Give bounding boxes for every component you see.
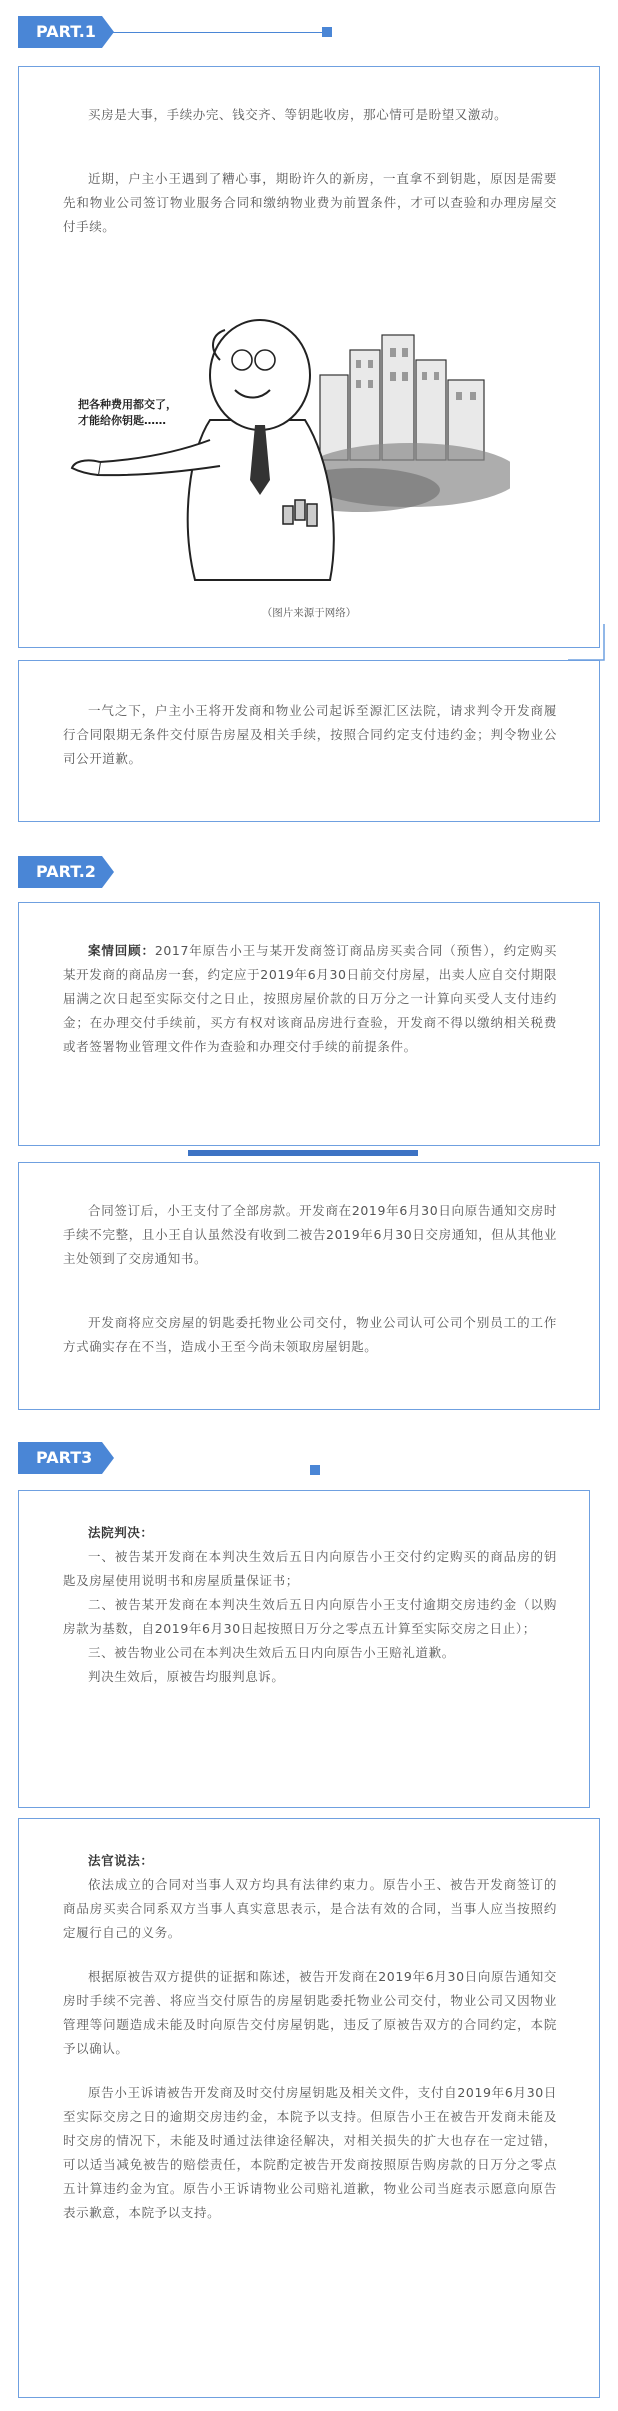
part2-label: PART.2 xyxy=(36,862,96,881)
verdict-item-2: 二、被告某开发商在本判决生效后五日内向原告小王支付逾期交房违约金（以购房款为基数，自2019年6月30日起按照日万分之零点五计算至实际交房之日止）； xyxy=(63,1597,557,1636)
part1-paragraph-2: 近期，户主小王遇到了糟心事，期盼许久的新房，一直拿不到钥匙，原因是需要先和物业公司签订物业服务合同和缴纳物业费为前置条件，才可以查验和办理房屋交付手续。 xyxy=(63,171,557,234)
part2-paragraph-2: 合同签订后，小王支付了全部房款。开发商在2019年6月30日向原告通知交房时手续不完整，且小王自认虽然没有收到二被告2019年6月30日交房通知，但从其他业主处领到了交房通知书。 xyxy=(63,1203,557,1266)
judge-paragraph-2: 根据原被告双方提供的证据和陈述，被告开发商在2019年6月30日向原告通知交房时手续不完善、将应当交付原告的房屋钥匙委托物业公司交付，物业公司又因物业管理等问题造成未能及时向原告交付房屋钥匙，违反了原被告双方的合同约定，本院予以确认。 xyxy=(63,1969,557,2056)
image-caption: （图片来源于网络） xyxy=(261,607,357,619)
part1-square xyxy=(322,27,332,37)
part2-tab xyxy=(18,856,102,888)
part1-box-2 xyxy=(18,660,600,822)
part1-tab xyxy=(18,16,102,48)
part1-paragraph-1: 买房是大事，手续办完、钱交齐、等钥匙收房，那心情可是盼望又激动。 xyxy=(88,107,508,122)
verdict-item-4: 判决生效后，原被告均服判息诉。 xyxy=(88,1669,285,1684)
part2-box-1 xyxy=(18,902,600,1146)
part3-label: PART3 xyxy=(36,1448,93,1467)
part2-divider-bar xyxy=(188,1150,418,1156)
verdict-title: 法院判决： xyxy=(88,1525,154,1540)
part1-paragraph-3: 一气之下，户主小王将开发商和物业公司起诉至源汇区法院，请求判令开发商履行合同限期无条件交付原告房屋及相关手续，按照合同约定支付违约金；判令物业公司公开道歉。 xyxy=(63,703,557,766)
box-corner-decoration xyxy=(566,622,606,662)
judge-comment-title: 法官说法： xyxy=(88,1853,154,1868)
judge-paragraph-1: 依法成立的合同对当事人双方均具有法律约束力。原告小王、被告开发商签订的商品房买卖合同系双方当事人真实意思表示，是合法有效的合同，当事人应当按照约定履行自己的义务。 xyxy=(63,1877,557,1940)
cartoon-illustration xyxy=(60,290,510,590)
part1-rule xyxy=(102,32,332,33)
speech-text: 把各种费用都交了， 才能给你钥匙…… xyxy=(78,398,177,427)
part2-paragraph-3: 开发商将应交房屋的钥匙委托物业公司交付，物业公司认可公司个别员工的工作方式确实存在不当，造成小王至今尚未领取房屋钥匙。 xyxy=(63,1315,557,1354)
part3-tab xyxy=(18,1442,102,1474)
verdict-item-1: 一、被告某开发商在本判决生效后五日内向原告小王交付约定购买的商品房的钥匙及房屋使用说明书和房屋质量保证书； xyxy=(63,1549,557,1588)
case-review-text: 2017年原告小王与某开发商签订商品房买卖合同（预售），约定购买某开发商的商品房一套，约定应于2019年6月30日前交付房屋，出卖人应自交付期限届满之次日起至实际交付之日止，按照房屋价款的日万分之一计算向买受人支付违约金；在办理交付手续前，买方有权对该商品房进行查验，开发商不得以缴纳相关税费或者签署物业管理文件作为查验和办理交付手续的前提条件。 xyxy=(63,943,557,1054)
part3-box-2 xyxy=(18,1818,600,2398)
case-review-title: 案情回顾： xyxy=(88,943,155,958)
verdict-item-3: 三、被告物业公司在本判决生效后五日内向原告小王赔礼道歉。 xyxy=(88,1645,455,1660)
judge-paragraph-3: 原告小王诉请被告开发商及时交付房屋钥匙及相关文件，支付自2019年6月30日至实际交房之日的逾期交房违约金，本院予以支持。但原告小王在被告开发商未能及时交房的情况下，未能及时通过法律途径解决，对相关损失的扩大也存在一定过错，可以适当减免被告的赔偿责任，本院酌定被告开发商按照原告购房款的日万分之零点五计算违约金为宜。原告小王诉请物业公司赔礼道歉，物业公司当庭表示愿意向原告表示歉意，本院予以支持。 xyxy=(63,2085,557,2220)
part1-label: PART.1 xyxy=(36,22,96,41)
part3-square xyxy=(310,1465,320,1475)
part3-box-1 xyxy=(18,1490,590,1808)
part2-box-2 xyxy=(18,1162,600,1410)
